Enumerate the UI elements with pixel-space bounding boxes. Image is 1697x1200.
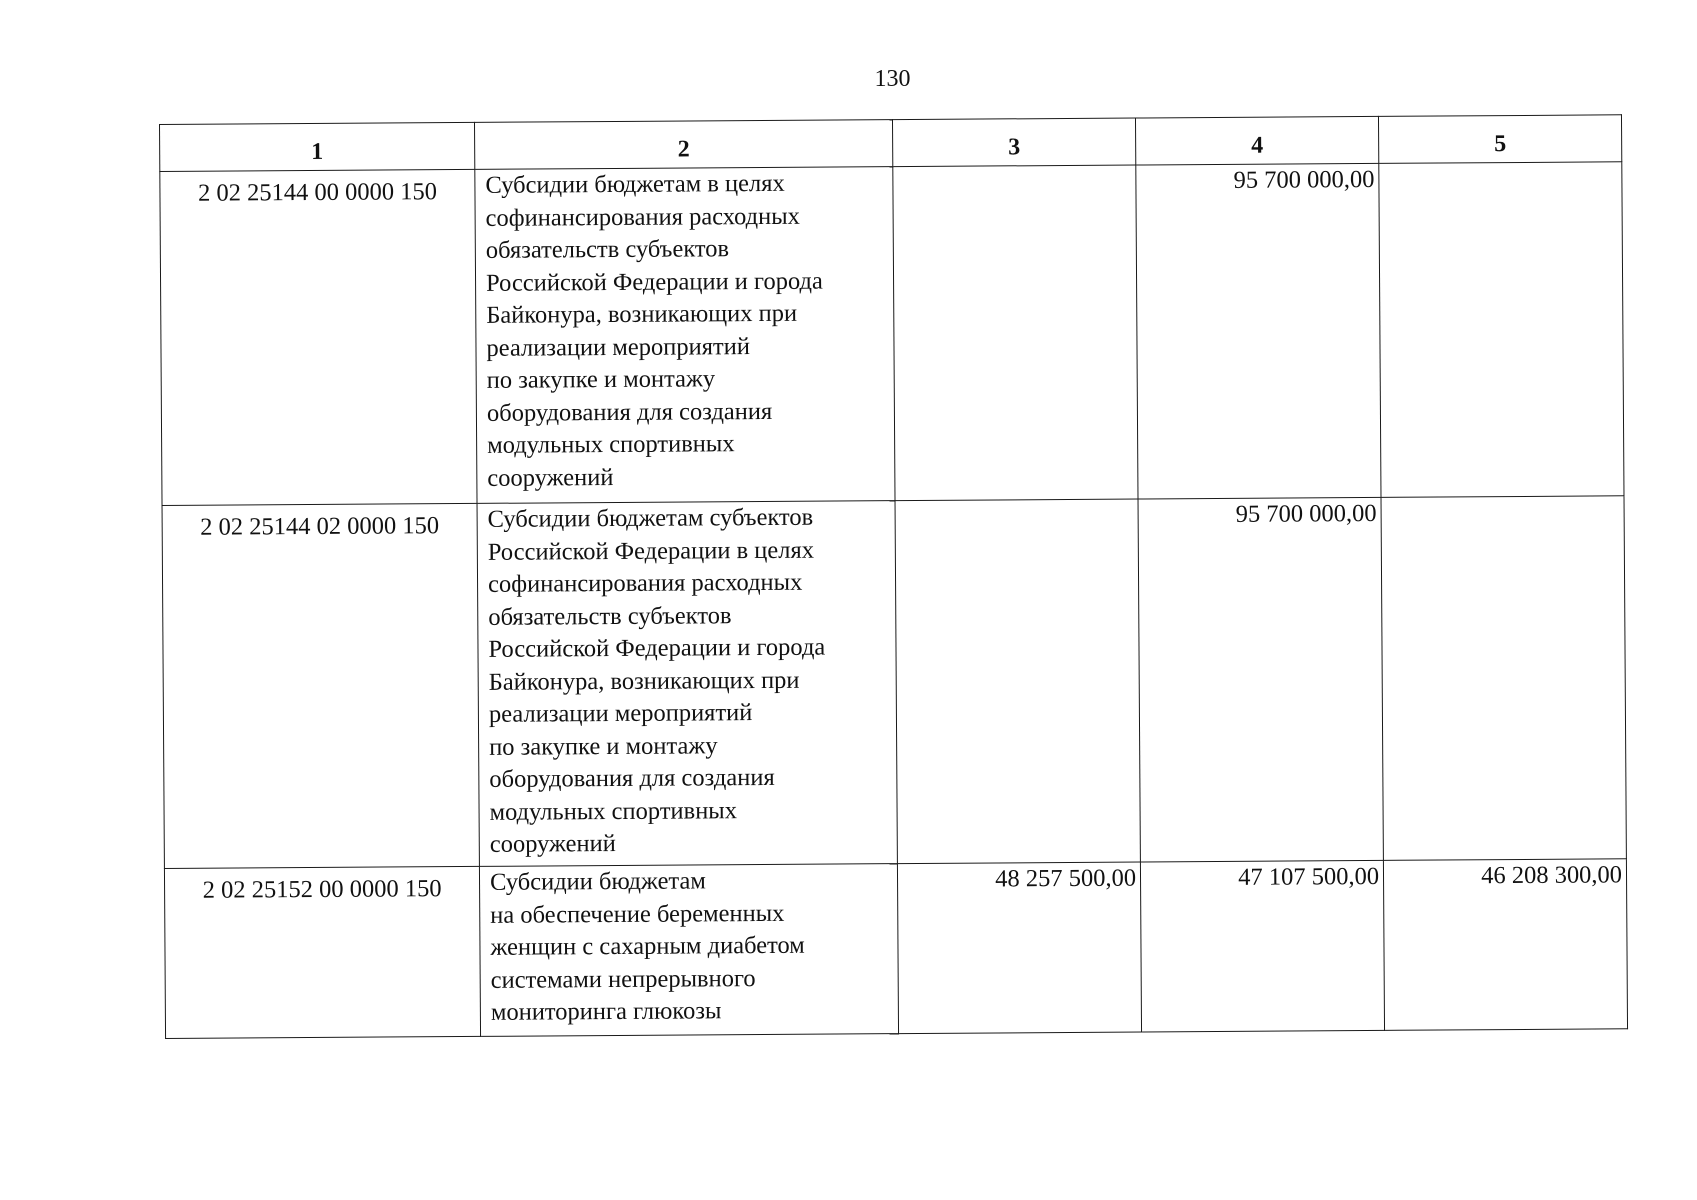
amount-col5-cell	[1379, 162, 1624, 498]
amount-col5-cell	[1381, 496, 1626, 861]
budget-code-cell: 2 02 25144 00 0000 150	[160, 169, 477, 505]
amount-col4-cell: 47 107 500,00	[1140, 860, 1384, 1032]
header-col-5: 5	[1378, 115, 1621, 164]
page-number: 130	[874, 66, 911, 92]
description-cell: Субсидии бюджетам в целях софинансирования расходных обязательств субъектов Российской Федерации и города Байконура, возникающих при реализации мероприятий по закупке и монтажу оборудования для создания модульных спортивных сооружений	[475, 167, 895, 504]
header-col-4: 4	[1135, 116, 1378, 165]
header-col-3: 3	[892, 118, 1135, 167]
amount-col3-cell	[895, 499, 1140, 864]
budget-code-cell: 2 02 25152 00 0000 150	[164, 866, 480, 1038]
table-row	[160, 162, 1624, 506]
budget-code-cell: 2 02 25144 02 0000 150	[162, 503, 479, 868]
table-row	[164, 859, 1627, 1039]
amount-col3-cell	[893, 165, 1138, 501]
amount-col4-cell: 95 700 000,00	[1138, 497, 1383, 862]
description-cell: Субсидии бюджетам субъектов Российской Федерации в целях софинансирования расходных обязательств субъектов Российской Федерации и города Байконура, возникающих при реализации мероприятий по закупке и монтажу оборудования для создания модульных спортивных сооружений	[477, 501, 897, 867]
header-col-2: 2	[474, 120, 892, 170]
amount-col3-cell: 48 257 500,00	[897, 862, 1141, 1034]
amount-col4-cell: 95 700 000,00	[1136, 163, 1381, 499]
header-col-1: 1	[160, 122, 475, 171]
description-cell: Субсидии бюджетам на обеспечение беременных женщин с сахарным диабетом системами непрерывного мониторинга глюкозы	[479, 864, 898, 1037]
budget-table	[159, 114, 1628, 1039]
table-row	[162, 496, 1626, 869]
amount-col5-cell: 46 208 300,00	[1383, 859, 1627, 1031]
